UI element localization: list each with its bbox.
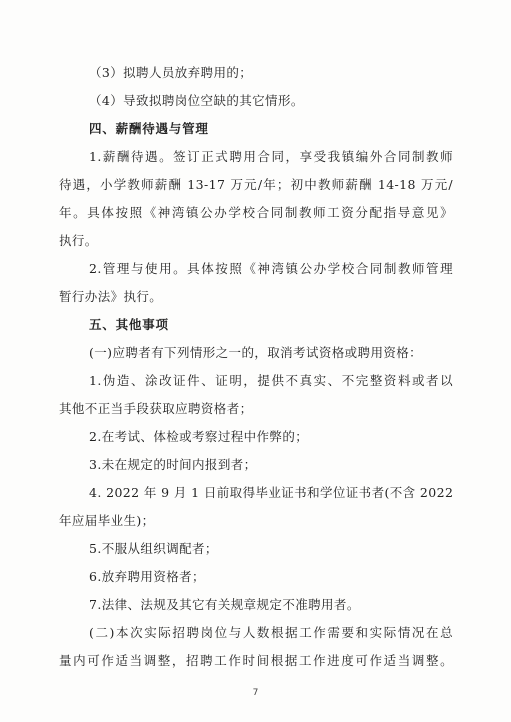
item-4-vacancy: （4）导致拟聘岗位空缺的其它情形。 [89, 93, 304, 108]
adjustment-paragraph-line-2: 量内可作适当调整，招聘工作时间根据工作进度可作适当调整。 [59, 653, 453, 668]
disqualification-item-7: 7.法律、法规及其它有关规章规定不准聘用者。 [89, 597, 360, 612]
disqualification-item-4-line-2: 年应届毕业生)； [59, 513, 155, 528]
disqualification-intro: (一)应聘者有下列情形之一的，取消考试资格或聘用资格： [89, 345, 423, 360]
disqualification-item-3: 3.未在规定的时间内报到者； [89, 457, 257, 472]
item-3-withdrawal: （3）拟聘人员放弃聘用的； [89, 65, 253, 80]
management-paragraph-line-1: 2.管理与使用。具体按照《神湾镇公办学校合同制教师管理 [89, 261, 453, 276]
section-heading-other: 五、其他事项 [89, 317, 169, 332]
disqualification-item-6: 6.放弃聘用资格者； [89, 569, 205, 584]
salary-paragraph-line-4: 执行。 [59, 233, 98, 248]
section-heading-salary: 四、薪酬待遇与管理 [89, 121, 209, 136]
disqualification-item-1-line-2: 其他不正当手段获取应聘资格者； [59, 401, 253, 416]
adjustment-paragraph-line-1: (二)本次实际招聘岗位与人数根据工作需要和实际情况在总 [89, 625, 453, 640]
management-paragraph-line-2: 暂行办法》执行。 [59, 289, 163, 304]
disqualification-item-4-line-1: 4. 2022 年 9 月 1 日前取得毕业证书和学位证书者(不含 2022 [89, 485, 454, 500]
disqualification-item-5: 5.不服从组织调配者； [89, 541, 218, 556]
disqualification-item-2: 2.在考试、体检或考察过程中作弊的； [89, 429, 309, 444]
salary-paragraph-line-2: 待遇，小学教师薪酬 13-17 万元/年；初中教师薪酬 14-18 万元/ [59, 177, 453, 192]
disqualification-item-1-line-1: 1.伪造、涂改证件、证明，提供不真实、不完整资料或者以 [89, 373, 453, 388]
salary-paragraph-line-1: 1.薪酬待遇。签订正式聘用合同，享受我镇编外合同制教师 [89, 149, 453, 164]
salary-paragraph-line-3: 年。具体按照《神湾镇公办学校合同制教师工资分配指导意见》 [59, 205, 453, 220]
page-number: 7 [252, 688, 259, 698]
